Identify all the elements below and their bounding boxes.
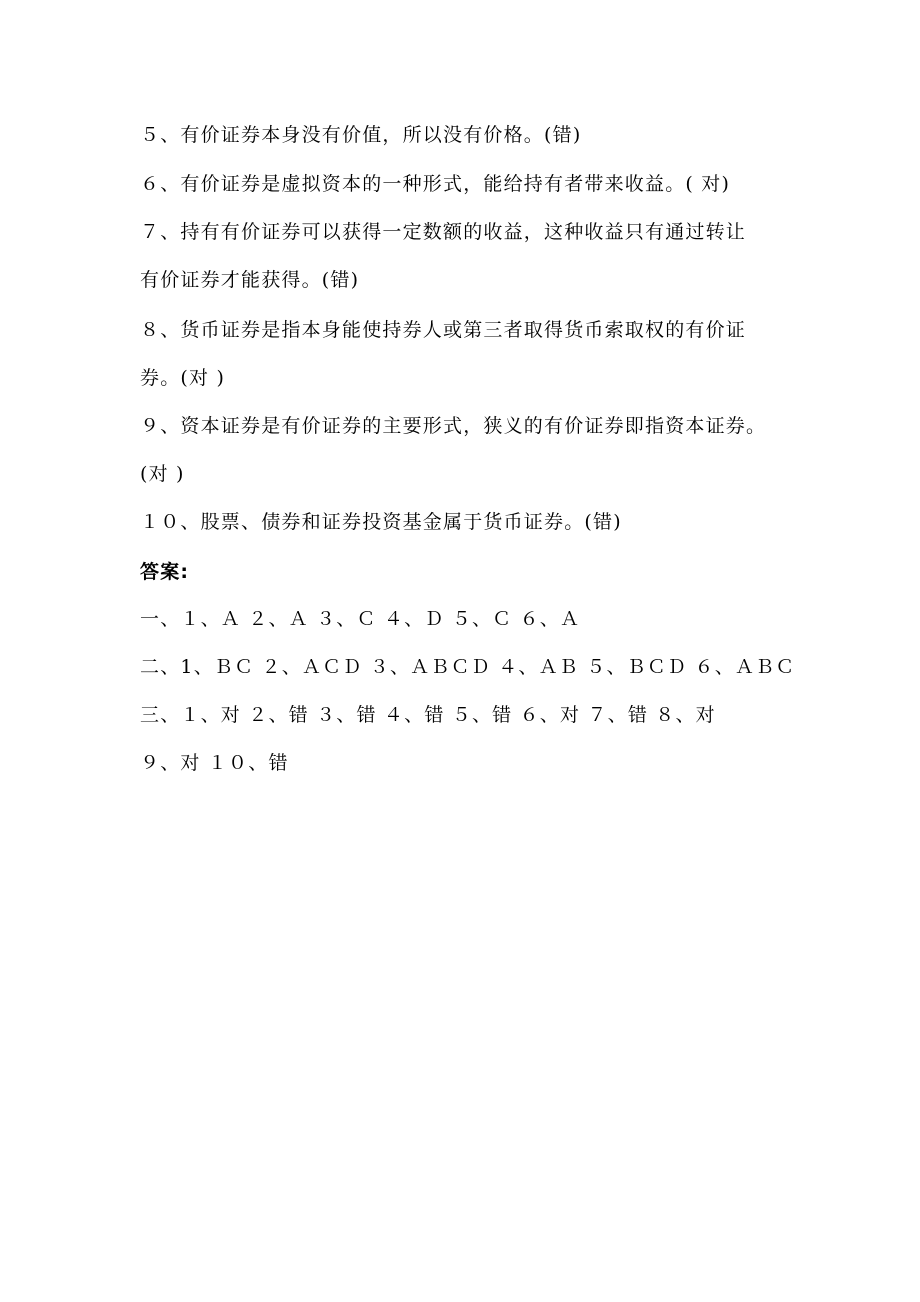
answers-section-1: 一、１、Ａ ２、Ａ ３、Ｃ ４、Ｄ ５、Ｃ ６、Ａ xyxy=(140,608,581,630)
question-7-line-2: 有价证券才能获得。(错) xyxy=(140,269,360,291)
question-9-line-1: ９、资本证券是有价证券的主要形式，狭义的有价证券即指资本证券。 xyxy=(140,415,767,437)
answers-section-2: 二、1、ＢＣ ２、ＡＣＤ ３、ＡＢＣＤ ４、ＡＢ ５、ＢＣＤ ６、ＡＢＣ xyxy=(140,656,796,678)
question-6: ６、有价证券是虚拟资本的一种形式，能给持有者带来收益。( 对) xyxy=(140,173,731,195)
question-9-line-2: (对 ) xyxy=(140,463,185,485)
question-5: ５、有价证券本身没有价值，所以没有价格。(错) xyxy=(140,124,582,146)
question-8-line-2: 券。(对 ) xyxy=(140,367,226,389)
question-8-line-1: ８、货币证券是指本身能使持券人或第三者取得货币索取权的有价证 xyxy=(140,319,747,341)
answers-section-3-line-2: ９、对 １０、错 xyxy=(140,752,289,774)
answers-heading: 答案: xyxy=(140,561,190,583)
answers-section-3-line-1: 三、１、对 ２、错 ３、错 ４、错 ５、错 ６、对 ７、错 ８、对 xyxy=(140,704,716,726)
question-7-line-1: ７、持有有价证券可以获得一定数额的收益，这种收益只有通过转让 xyxy=(140,221,747,243)
question-10: １０、股票、债券和证券投资基金属于货币证券。(错) xyxy=(140,511,622,533)
